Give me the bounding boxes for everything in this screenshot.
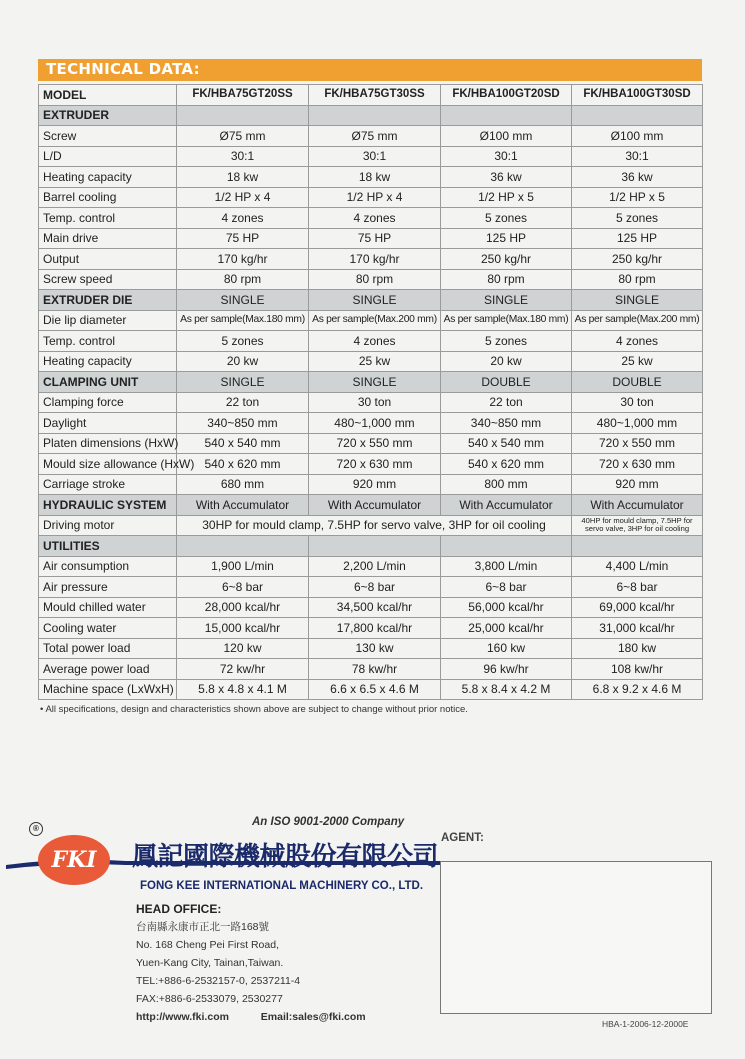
row-label: Barrel cooling [39, 187, 177, 208]
row-value: 20 kw [177, 351, 309, 372]
row-value: As per sample(Max.200 mm) [309, 310, 441, 331]
row-value: 540 x 540 mm [177, 433, 309, 454]
row-value: 6.8 x 9.2 x 4.6 M [572, 679, 703, 700]
row-value: 75 HP [309, 228, 441, 249]
section-row [39, 536, 703, 557]
row-value: 56,000 kcal/hr [441, 597, 572, 618]
website-link[interactable]: http://www.fki.com [136, 1011, 229, 1023]
table-row [39, 126, 703, 147]
row-value: 18 kw [177, 167, 309, 188]
model-name: FK/HBA75GT20SS [177, 85, 309, 106]
row-value: 72 kw/hr [177, 659, 309, 680]
telephone: TEL:+886-6-2532157-0, 2537211-4 [136, 975, 301, 987]
section-value [441, 536, 572, 557]
row-value: 180 kw [572, 638, 703, 659]
row-value: 25 kw [572, 351, 703, 372]
row-value: 80 rpm [309, 269, 441, 290]
row-label: Screw speed [39, 269, 177, 290]
model-label: MODEL [39, 85, 177, 106]
row-value: 170 kg/hr [309, 249, 441, 270]
table-row [39, 249, 703, 270]
section-value [177, 105, 309, 126]
row-value: 80 rpm [441, 269, 572, 290]
row-value: 34,500 kcal/hr [309, 597, 441, 618]
table-row [39, 167, 703, 188]
row-value: Ø75 mm [309, 126, 441, 147]
section-value [177, 536, 309, 557]
row-value: 80 rpm [177, 269, 309, 290]
row-value: 40HP for mould clamp, 7.5HP for servo valve, 3HP for oil cooling [572, 515, 703, 536]
section-value: With Accumulator [309, 495, 441, 516]
table-row [39, 659, 703, 680]
section-title: HYDRAULIC SYSTEM [39, 495, 177, 516]
row-value: 1/2 HP x 4 [177, 187, 309, 208]
section-value: With Accumulator [177, 495, 309, 516]
row-value: 30:1 [177, 146, 309, 167]
section-value: SINGLE [572, 290, 703, 311]
row-value: 480~1,000 mm [572, 413, 703, 434]
address-chinese: 台南縣永康市正北一路168號 [136, 921, 270, 933]
row-value: Ø100 mm [572, 126, 703, 147]
company-english-name: FONG KEE INTERNATIONAL MACHINERY CO., LTD. [140, 880, 424, 892]
table-row [39, 310, 703, 331]
row-value: 4 zones [309, 331, 441, 352]
section-value: SINGLE [441, 290, 572, 311]
table-row [39, 454, 703, 475]
row-value: 920 mm [572, 474, 703, 495]
row-label: Mould size allowance (HxW) [39, 454, 177, 475]
row-label: Cooling water [39, 618, 177, 639]
row-value: 1/2 HP x 5 [572, 187, 703, 208]
section-value: DOUBLE [572, 372, 703, 393]
section-row [39, 495, 703, 516]
row-value: Ø75 mm [177, 126, 309, 147]
row-label: Carriage stroke [39, 474, 177, 495]
table-row [39, 269, 703, 290]
row-value: 78 kw/hr [309, 659, 441, 680]
row-value: 170 kg/hr [177, 249, 309, 270]
table-row [39, 351, 703, 372]
row-value: 3,800 L/min [441, 556, 572, 577]
row-value: 125 HP [441, 228, 572, 249]
merged-value: 30HP for mould clamp, 7.5HP for servo valve, 3HP for oil cooling [177, 515, 572, 536]
section-value [309, 536, 441, 557]
row-value: 4 zones [309, 208, 441, 229]
row-value: 160 kw [441, 638, 572, 659]
row-value: 4 zones [572, 331, 703, 352]
table-row [39, 146, 703, 167]
row-label: Platen dimensions (HxW) [39, 433, 177, 454]
row-value: 920 mm [309, 474, 441, 495]
row-value: 69,000 kcal/hr [572, 597, 703, 618]
row-value: As per sample(Max.180 mm) [177, 310, 309, 331]
row-value: 5 zones [177, 331, 309, 352]
section-value: With Accumulator [572, 495, 703, 516]
section-row [39, 290, 703, 311]
section-title: UTILITIES [39, 536, 177, 557]
row-value: 340~850 mm [177, 413, 309, 434]
row-value: 720 x 630 mm [572, 454, 703, 475]
row-value: 36 kw [572, 167, 703, 188]
row-value: 30 ton [309, 392, 441, 413]
row-value: 5.8 x 4.8 x 4.1 M [177, 679, 309, 700]
technical-data-title: TECHNICAL DATA: [46, 60, 200, 78]
model-name: FK/HBA100GT30SD [572, 85, 703, 106]
row-value: 540 x 620 mm [441, 454, 572, 475]
row-label: Temp. control [39, 208, 177, 229]
section-title: EXTRUDER DIE [39, 290, 177, 311]
row-value: 120 kw [177, 638, 309, 659]
row-value: 25 kw [309, 351, 441, 372]
agent-box [440, 861, 712, 1014]
row-label: Die lip diameter [39, 310, 177, 331]
row-label: Heating capacity [39, 167, 177, 188]
row-value: 720 x 550 mm [572, 433, 703, 454]
row-label: Mould chilled water [39, 597, 177, 618]
section-value: SINGLE [177, 290, 309, 311]
table-row [39, 679, 703, 700]
row-value: 5 zones [572, 208, 703, 229]
section-value [309, 105, 441, 126]
section-value: SINGLE [309, 290, 441, 311]
head-office-label: HEAD OFFICE: [136, 902, 222, 916]
row-value: 96 kw/hr [441, 659, 572, 680]
section-value: With Accumulator [441, 495, 572, 516]
technical-data-table [38, 84, 703, 700]
row-label: Clamping force [39, 392, 177, 413]
row-value: 6~8 bar [177, 577, 309, 598]
row-label: Air consumption [39, 556, 177, 577]
section-title: EXTRUDER [39, 105, 177, 126]
row-value: As per sample(Max.200 mm) [572, 310, 703, 331]
row-label: Temp. control [39, 331, 177, 352]
row-value: 17,800 kcal/hr [309, 618, 441, 639]
section-value: DOUBLE [441, 372, 572, 393]
model-name: FK/HBA75GT30SS [309, 85, 441, 106]
section-value [572, 105, 703, 126]
technical-data-banner [38, 59, 702, 81]
iso-tagline: An ISO 9001-2000 Company [252, 816, 405, 828]
row-value: 130 kw [309, 638, 441, 659]
row-value: 30 ton [572, 392, 703, 413]
row-value: As per sample(Max.180 mm) [441, 310, 572, 331]
row-value: 125 HP [572, 228, 703, 249]
row-label: Machine space (LxWxH) [39, 679, 177, 700]
row-value: 6.6 x 6.5 x 4.6 M [309, 679, 441, 700]
head-office-block [136, 900, 366, 1026]
row-label: Main drive [39, 228, 177, 249]
row-value: 1/2 HP x 5 [441, 187, 572, 208]
row-value: 340~850 mm [441, 413, 572, 434]
address-line-1: No. 168 Cheng Pei First Road, [136, 939, 279, 951]
table-row [39, 638, 703, 659]
email-link[interactable]: Email:sales@fki.com [260, 1011, 366, 1023]
row-label: Output [39, 249, 177, 270]
row-label: Daylight [39, 413, 177, 434]
row-value: 6~8 bar [441, 577, 572, 598]
row-value: 480~1,000 mm [309, 413, 441, 434]
section-row [39, 372, 703, 393]
row-value: 75 HP [177, 228, 309, 249]
row-label: L/D [39, 146, 177, 167]
row-value: 22 ton [177, 392, 309, 413]
table-row [39, 618, 703, 639]
row-value: 250 kg/hr [441, 249, 572, 270]
table-row [39, 556, 703, 577]
row-value: 31,000 kcal/hr [572, 618, 703, 639]
section-value: SINGLE [177, 372, 309, 393]
table-row [39, 187, 703, 208]
row-value: Ø100 mm [441, 126, 572, 147]
row-value: 36 kw [441, 167, 572, 188]
row-label: Screw [39, 126, 177, 147]
row-value: 108 kw/hr [572, 659, 703, 680]
row-value: 80 rpm [572, 269, 703, 290]
logo-text: FKI [51, 847, 97, 873]
table-row [39, 392, 703, 413]
row-value: 800 mm [441, 474, 572, 495]
row-value: 540 x 620 mm [177, 454, 309, 475]
table-row [39, 413, 703, 434]
document-code: HBA-1-2006-12-2000E [602, 1019, 689, 1029]
row-label: Heating capacity [39, 351, 177, 372]
row-value: 5 zones [441, 331, 572, 352]
row-value: 30:1 [309, 146, 441, 167]
row-value: 22 ton [441, 392, 572, 413]
table-row [39, 474, 703, 495]
table-row [39, 433, 703, 454]
row-value: 15,000 kcal/hr [177, 618, 309, 639]
row-value: 720 x 630 mm [309, 454, 441, 475]
row-value: 1,900 L/min [177, 556, 309, 577]
row-value: 720 x 550 mm [309, 433, 441, 454]
row-label: Driving motor [39, 515, 177, 536]
row-value: 28,000 kcal/hr [177, 597, 309, 618]
row-value: 540 x 540 mm [441, 433, 572, 454]
table-row [39, 515, 703, 536]
row-value: 20 kw [441, 351, 572, 372]
section-value [441, 105, 572, 126]
table-header-row [39, 85, 703, 106]
section-value [572, 536, 703, 557]
registered-mark: ® [29, 822, 43, 836]
section-value: SINGLE [309, 372, 441, 393]
row-value: 1/2 HP x 4 [309, 187, 441, 208]
section-row [39, 105, 703, 126]
row-label: Average power load [39, 659, 177, 680]
row-value: 5 zones [441, 208, 572, 229]
row-value: 250 kg/hr [572, 249, 703, 270]
table-row [39, 208, 703, 229]
row-value: 4 zones [177, 208, 309, 229]
row-value: 680 mm [177, 474, 309, 495]
row-label: Total power load [39, 638, 177, 659]
row-label: Air pressure [39, 577, 177, 598]
address-line-2: Yuen-Kang City, Tainan,Taiwan. [136, 957, 284, 969]
row-value: 6~8 bar [572, 577, 703, 598]
row-value: 2,200 L/min [309, 556, 441, 577]
table-row [39, 331, 703, 352]
model-name: FK/HBA100GT20SD [441, 85, 572, 106]
company-chinese-name: 鳳記國際機械股份有限公司 [132, 842, 439, 872]
row-value: 25,000 kcal/hr [441, 618, 572, 639]
row-value: 4,400 L/min [572, 556, 703, 577]
footnote: • All specifications, design and characteristics shown above are subject to change without prior notice. [40, 704, 468, 715]
section-title: CLAMPING UNIT [39, 372, 177, 393]
agent-label: AGENT: [441, 832, 484, 844]
row-value: 6~8 bar [309, 577, 441, 598]
table-row [39, 228, 703, 249]
row-value: 30:1 [572, 146, 703, 167]
table-row [39, 577, 703, 598]
row-value: 30:1 [441, 146, 572, 167]
row-value: 5.8 x 8.4 x 4.2 M [441, 679, 572, 700]
table-row [39, 597, 703, 618]
row-value: 18 kw [309, 167, 441, 188]
fax: FAX:+886-6-2533079, 2530277 [136, 993, 283, 1005]
